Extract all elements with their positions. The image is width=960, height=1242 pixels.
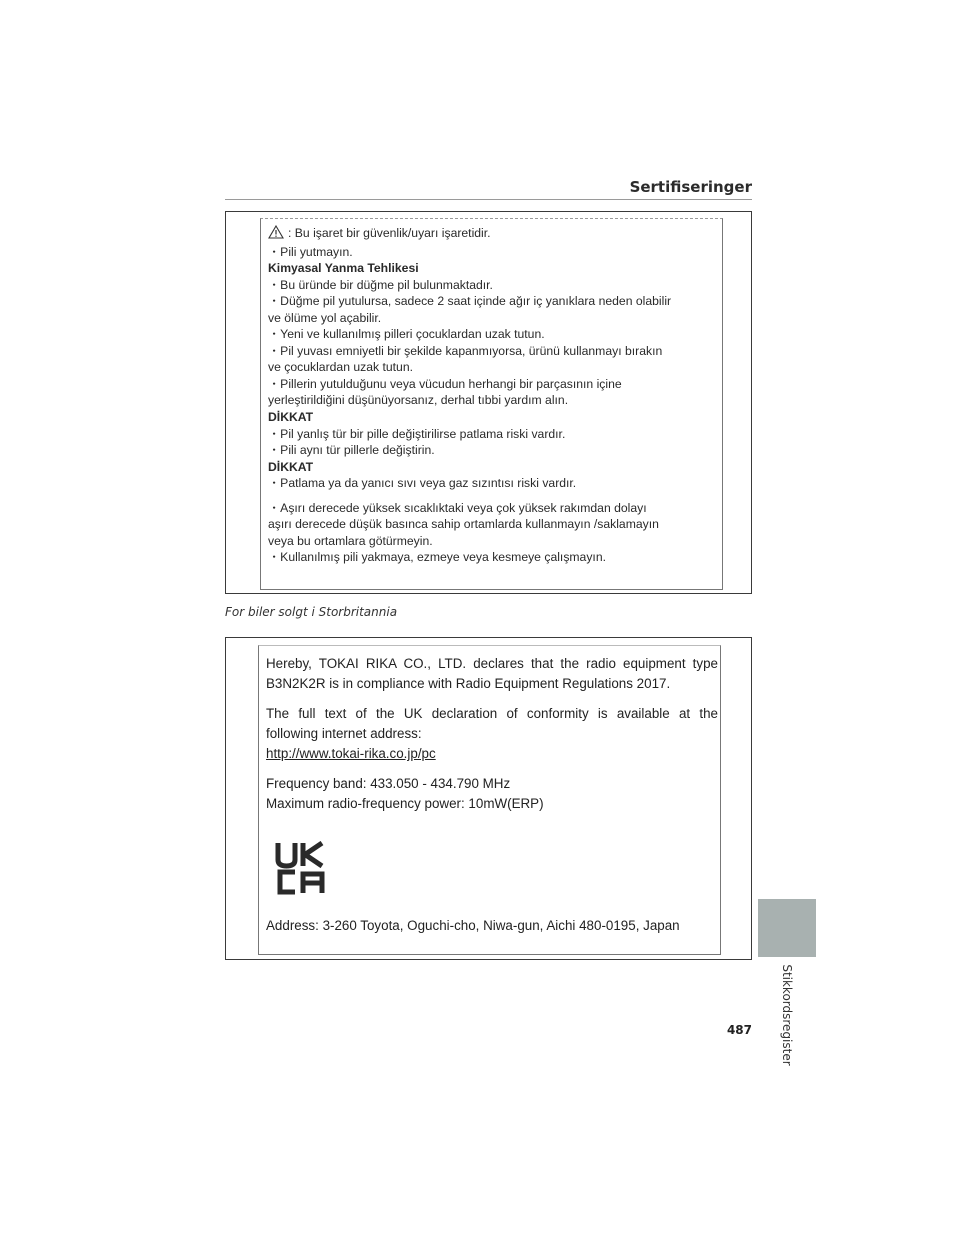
notice-line: ・Aşırı derecede yüksek sıcaklıktaki veya çok yüksek rakımdan dolayı: [268, 500, 647, 515]
notice-line: yerleştirildiğini düşünüyorsanız, derhal tıbbi yardım alın.: [268, 393, 569, 408]
warning-symbol-text: : Bu işaret bir güvenlik/uyarı işaretidir.: [288, 226, 491, 240]
notice-line: ・Kullanılmış pili yakmaya, ezmeye veya kesmeye çalışmayın.: [268, 550, 606, 565]
notice-line: ・Yeni ve kullanılmış pilleri çocuklardan uzak tutun.: [268, 327, 545, 342]
notice-line: ・Pil yanlış tür bir pille değiştirilirse patlama riski vardır.: [268, 426, 566, 441]
turkish-warning-text: [268, 225, 718, 566]
header-rule: [225, 199, 752, 200]
notice-heading: DİKKAT: [268, 459, 314, 474]
section-caption: For biler solgt i Storbritannia: [225, 605, 398, 619]
declaration-line: following internet address:: [266, 726, 422, 741]
side-tab: [758, 899, 816, 957]
notice-heading: DİKKAT: [268, 410, 314, 425]
declaration-link[interactable]: http://www.tokai-rika.co.jp/pc: [266, 746, 436, 761]
uk-declaration-text: [266, 654, 718, 814]
turkish-warning-box: [225, 211, 752, 594]
notice-line: ・Düğme pil yutulursa, sadece 2 saat içinde ağır iç yanıklara neden olabilir: [268, 294, 672, 309]
max-power: Maximum radio-frequency power: 10mW(ERP): [266, 796, 544, 811]
notice-line: ・Pili yutmayın.: [268, 244, 353, 259]
uk-declaration-box: [225, 637, 752, 960]
manufacturer-address: Address: 3-260 Toyota, Oguchi-cho, Niwa-gun, Aichi 480-0195, Japan: [266, 918, 680, 933]
ukca-mark-logo: [275, 841, 325, 895]
declaration-line: B3N2K2R is in compliance with Radio Equipment Regulations 2017.: [266, 676, 671, 691]
declaration-line: The full text of the UK declaration of conformity is available at the: [266, 706, 718, 721]
side-label: [780, 962, 794, 1067]
warning-triangle-icon: [268, 225, 284, 244]
frequency-band: Frequency band: 433.050 - 434.790 MHz: [266, 776, 511, 791]
notice-line: ・Pil yuvası emniyetli bir şekilde kapanmıyorsa, ürünü kullanmayı bırakın: [268, 343, 663, 358]
notice-line: veya bu ortamlara götürmeyin.: [268, 533, 433, 548]
notice-heading: Kimyasal Yanma Tehlikesi: [268, 261, 419, 276]
notice-line: ve çocuklardan uzak tutun.: [268, 360, 413, 375]
turkish-warning-frame: [260, 218, 723, 590]
warning-symbol-line: [268, 225, 718, 244]
notice-line: ・Patlama ya da yanıcı sıvı veya gaz sızıntısı riski vardır.: [268, 476, 577, 491]
notice-line: ve ölüme yol açabilir.: [268, 310, 382, 325]
notice-line: ・Pili aynı tür pillerle değiştirin.: [268, 443, 435, 458]
notice-line: ・Bu üründe bir düğme pil bulunmaktadır.: [268, 277, 493, 292]
notice-line: aşırı derecede düşük basınca sahip ortamlarda kullanmayın /saklamayın: [268, 517, 659, 532]
header-title: Sertifiseringer: [629, 178, 752, 196]
side-label-text: Stikkordsregister: [780, 963, 794, 1066]
declaration-line: Hereby, TOKAI RIKA CO., LTD. declares that the radio equipment type: [266, 656, 718, 671]
notice-line: ・Pillerin yutulduğunu veya vücudun herhangi bir parçasının içine: [268, 376, 622, 391]
uk-declaration-frame: [258, 645, 721, 955]
page-number: 487: [726, 1023, 752, 1037]
